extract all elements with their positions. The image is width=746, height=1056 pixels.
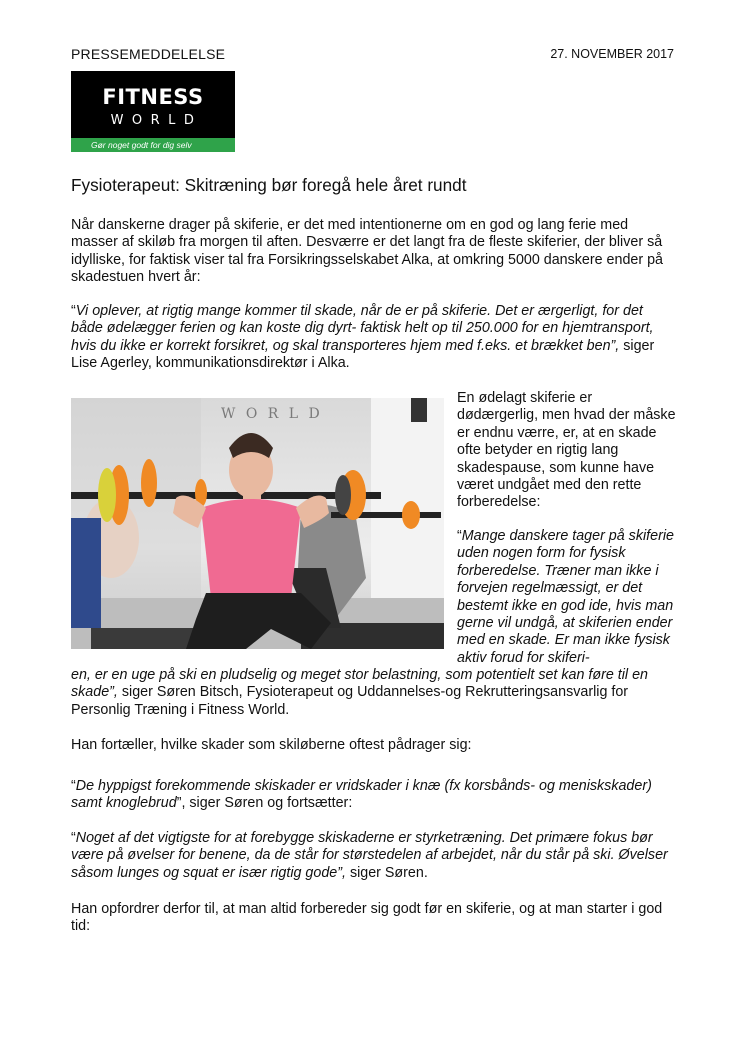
quote-attribution: siger Søren Bitsch, Fysioterapeut og Uddannelses-og Rekrutteringsansvarlig for Personlig Træning i Fitness World. — [71, 684, 629, 718]
paragraph-injury-consequence: En ødelagt skiferie er dødærgerlig, men hvad der måske er endnu værre, er, at en skade ofte betyder en rigtig lang skadespause, som kunne have været undgået med den rette forberedelse: — [457, 390, 676, 511]
fitness-class-photo — [71, 398, 444, 649]
quote-attribution: siger Søren. — [345, 864, 428, 881]
paragraph-strength-quote — [71, 830, 675, 882]
quote-text: Vi oplever, at rigtig mange kommer til skade, når de er på skiferie. Det er ærgerligt, for det både ødelægger ferien og kan koste dig dyrt- faktisk helt op til 250.000 for en hjemtransport, hvis du ikke er korrekt forsikret, og skal transporteres hjem med f.eks. et brækket ben”, — [71, 303, 654, 354]
paragraph-injury-types-quote — [71, 778, 675, 813]
quote-text: De hyppigst forekommende skiskader er vridskader i knæ (fx korsbånds- og meniskskader) samt knoglebrud — [71, 778, 652, 812]
paragraph-physio-quote-cont — [71, 667, 675, 719]
press-release-label: PRESSEMEDDELELSE — [71, 46, 226, 62]
paragraph-alka-quote — [71, 303, 675, 373]
logo-text-fitness: FITNESS — [102, 85, 204, 109]
logo-tagline: Gør noget godt for dig selv — [71, 138, 235, 152]
paragraph-intro: Når danskerne drager på skiferie, er det med intentionerne om en god og lang ferie med masser af skiløb fra morgen til aften. Desværre er det langt fra de fleste skiferier, der bliver så idylliske, for faktisk viser tal fra Forsikringsselskabet Alka, at omkring 5000 danskere ender på skadestuen hvert år: — [71, 217, 663, 286]
quote-text: Mange danskere tager på skiferie uden nogen form for fysisk forberedelse. Træner man ikke i forvejen regelmæssigt, er det bestemt ikke en god ide, hvis man gerne vil undgå, at skiferien ender med en skade. Er man ikke fysisk aktiv forud for skiferi- — [457, 528, 674, 666]
article-title: Fysioterapeut: Skitræning bør foregå hele året rundt — [71, 175, 467, 195]
quote-mark: “ — [457, 528, 462, 544]
quote-mark: “ — [71, 303, 76, 319]
paragraph-preparation: Han opfordrer derfor til, at man altid forbereder sig godt før en skiferie, og at man starter i god tid: — [71, 901, 663, 935]
release-date: 27. NOVEMBER 2017 — [550, 47, 674, 61]
paragraph-physio-quote-side — [457, 528, 677, 667]
quote-text: Noget af det vigtigste for at forebygge skiskaderne er styrketræning. Det primære fokus bør være på øvelser for benene, da de står for størstedelen af arbejdet, når du står på ski. Øvelser såsom lunges og squat er især rigtig gode”, — [71, 830, 668, 881]
quote-text: en, er en uge på ski en pludselig og meget stor belastning, som potentielt set kan føre til en skade”, — [71, 667, 648, 701]
quote-attribution: siger Lise Agerley, kommunikationsdirektør i Alka. — [71, 337, 655, 372]
quote-mark: “ — [71, 778, 76, 794]
wall-sign-text: W O R L D — [221, 406, 323, 422]
paragraph-injury-intro: Han fortæller, hvilke skader som skiløberne oftest pådrager sig: — [71, 737, 472, 753]
quote-mark: “ — [71, 830, 76, 846]
fitness-world-logo — [71, 71, 235, 152]
quote-attribution: ”, siger Søren og fortsætter: — [176, 795, 353, 812]
logo-text-world: WORLD — [110, 113, 203, 128]
